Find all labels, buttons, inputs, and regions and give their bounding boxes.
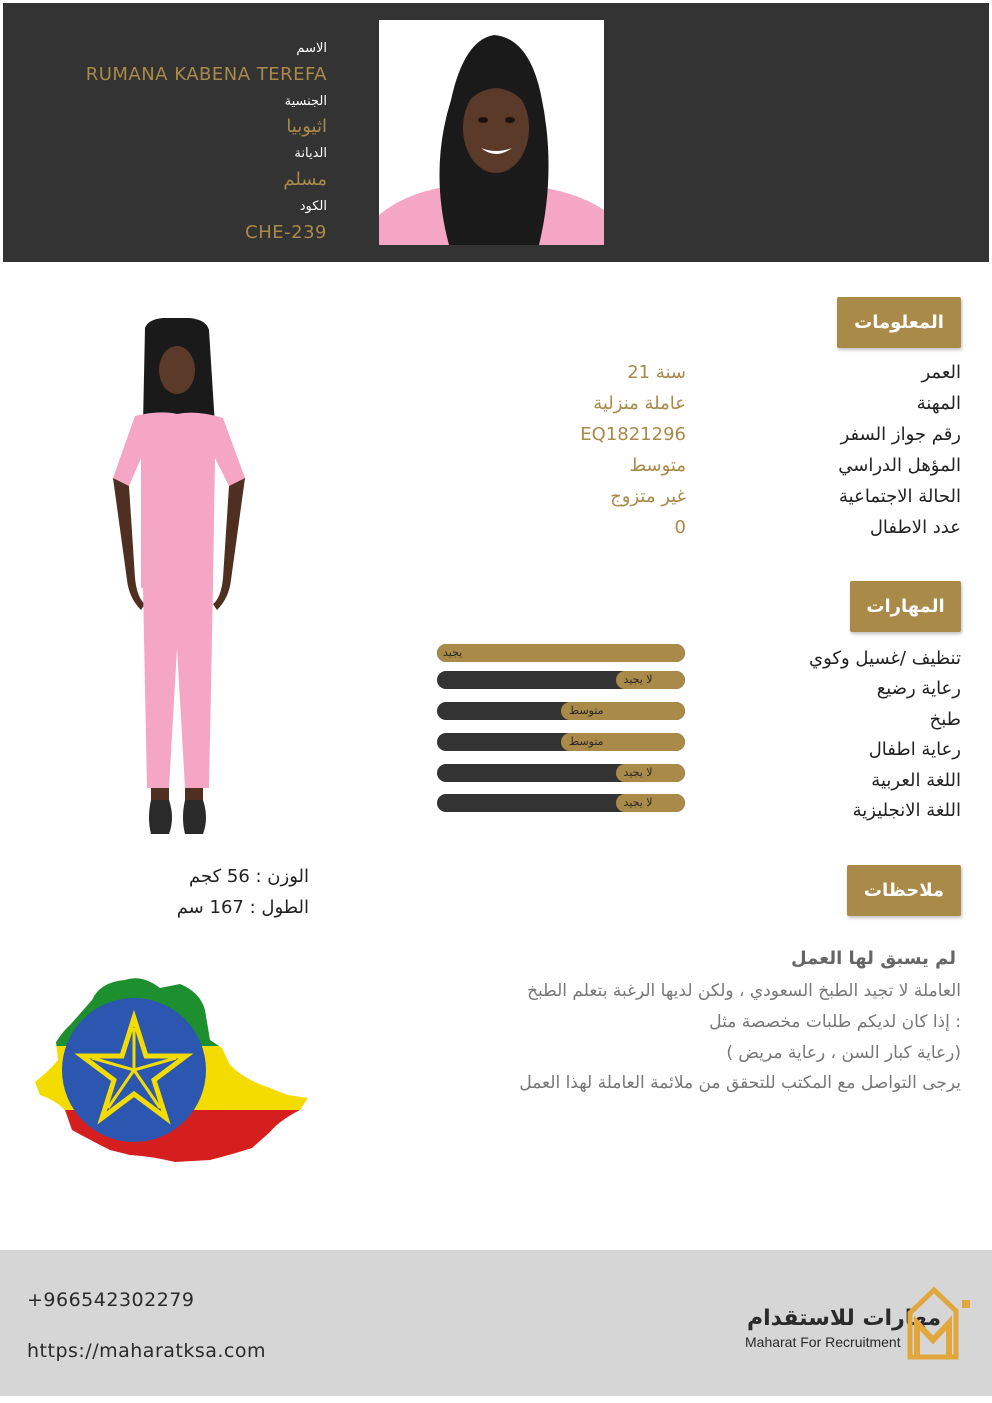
skill-label: رعاية اطفال: [868, 739, 961, 760]
maharat-logo: [742, 1285, 970, 1360]
logo-arabic-text: مهارات للاستقدام: [747, 1306, 942, 1331]
ethiopia-flag-map-icon: [30, 970, 315, 1170]
skill-label: رعاية رضيع: [876, 678, 961, 699]
religion-label: الديانة: [294, 146, 327, 161]
portrait-photo: [379, 20, 604, 245]
notes-heading: لم يسبق لها العمل: [791, 948, 956, 969]
profession-value: عاملة منزلية: [593, 393, 686, 414]
skill-bar-fill: [437, 644, 685, 662]
code-value: CHE-239: [245, 222, 327, 243]
religion-value: مسلم: [283, 169, 327, 190]
education-value: متوسط: [629, 455, 686, 476]
skill-label: طبخ: [929, 709, 961, 730]
skill-bar: [437, 671, 685, 689]
note-line: العاملة لا تجيد الطبخ السعودي ، ولكن لديها الرغبة بتعلم الطبخ: [527, 981, 961, 1001]
note-line: يرجى التواصل مع المكتب للتحقق من ملائمة العاملة لهذا العمل: [519, 1073, 961, 1093]
note-line: ( رعاية كبار السن ، رعاية مريض): [726, 1043, 961, 1063]
skill-bar: [437, 644, 685, 662]
code-label: الكود: [299, 199, 327, 214]
weight-text: الوزن : 56 كجم: [189, 866, 309, 887]
skill-level: يجيد: [443, 646, 463, 659]
skill-level: لا يجيد: [623, 796, 653, 809]
info-section-title: المعلومات: [837, 297, 961, 348]
education-label: المؤهل الدراسي: [838, 455, 961, 476]
name-label: الاسم: [296, 41, 327, 56]
passport-label: رقم جواز السفر: [840, 424, 961, 445]
website-link[interactable]: https://maharatksa.com: [27, 1340, 267, 1362]
skill-bar: [437, 764, 685, 782]
nationality-label: الجنسية: [284, 94, 327, 109]
skill-level: لا يجيد: [623, 673, 653, 686]
skill-bar: [437, 702, 685, 720]
logo-english-text: Maharat For Recruitment: [745, 1334, 901, 1350]
marital-status-value: غير متزوج: [610, 486, 686, 507]
skill-level: متوسط: [569, 735, 604, 748]
full-body-photo: [105, 318, 250, 840]
skill-label: تنظيف /غسيل وكوي: [809, 648, 961, 669]
skill-level: متوسط: [569, 704, 604, 717]
nationality-value: اثيوبيا: [286, 116, 327, 137]
children-value: 0: [674, 517, 686, 538]
marital-status-label: الحالة الاجتماعية: [839, 486, 961, 507]
passport-value: EQ1821296: [580, 424, 686, 445]
worker-name: RUMANA KABENA TEREFA: [85, 64, 327, 85]
children-label: عدد الاطفال: [869, 517, 961, 538]
skill-label: اللغة الانجليزية: [852, 800, 961, 821]
age-label: العمر: [921, 362, 961, 383]
notes-section-title: ملاحظات: [847, 865, 961, 916]
skill-label: اللغة العربية: [871, 770, 961, 791]
age-value: 21 سنة: [627, 362, 686, 383]
skill-bar: [437, 733, 685, 751]
skill-level: لا يجيد: [623, 766, 653, 779]
profession-label: المهنة: [916, 393, 961, 414]
height-text: الطول : 167 سم: [176, 897, 309, 918]
phone-number[interactable]: +966542302279: [27, 1289, 195, 1311]
skills-section-title: المهارات: [850, 581, 961, 632]
note-line: إذا كان لديكم طلبات مخصصة مثل :: [709, 1012, 961, 1032]
skill-bar: [437, 794, 685, 812]
